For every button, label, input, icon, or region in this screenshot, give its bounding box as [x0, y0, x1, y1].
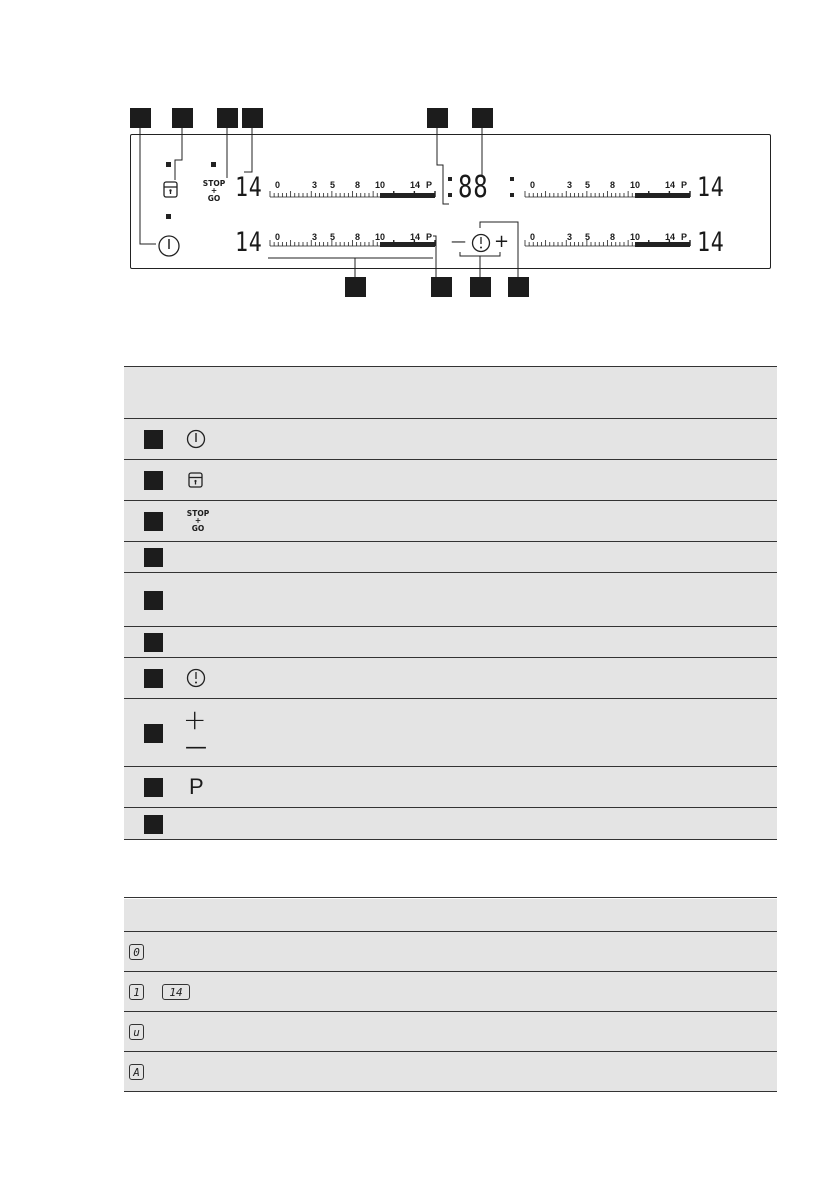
timer-plus-button[interactable]: + [494, 231, 510, 252]
display-row [124, 972, 777, 1011]
display-symbol: A [129, 1064, 144, 1080]
scale-label: 3 [567, 180, 573, 190]
table-row [124, 808, 777, 839]
row-number-box [144, 512, 163, 531]
table-row [124, 460, 777, 500]
row-number-box [144, 669, 163, 688]
scale-label: 8 [355, 180, 361, 190]
table-row [124, 542, 777, 572]
scale-label: 8 [610, 232, 616, 242]
table-header-row [124, 367, 777, 418]
scale-label: 10 [375, 180, 386, 190]
power-level-display: 14 [235, 172, 263, 203]
row-number-box [144, 724, 163, 743]
scale-label: P [681, 232, 688, 242]
minus-icon: — [185, 734, 207, 760]
table-row [124, 658, 777, 698]
p-icon: P [189, 774, 204, 799]
scale-label: 0 [530, 232, 536, 242]
timer-icon [186, 668, 206, 688]
scale-label: 3 [567, 232, 573, 242]
display-row [124, 1052, 777, 1091]
stop-go-button[interactable]: STOP + GO [202, 179, 226, 203]
display-table-header [124, 899, 777, 931]
scale-label: 3 [312, 232, 318, 242]
scale-label: 8 [610, 180, 616, 190]
row-number-box [144, 633, 163, 652]
scale-label: 14 [410, 232, 421, 242]
scale-label: 0 [530, 180, 536, 190]
table-row [124, 419, 777, 459]
scale-label: 10 [630, 180, 641, 190]
stop-go-label: GO [191, 524, 205, 533]
table-row [124, 573, 777, 626]
scale-label: 0 [275, 180, 281, 190]
row-number-box [144, 548, 163, 567]
slider-max-segment [635, 242, 690, 247]
stop-go-label: + [194, 516, 202, 525]
scale-label: 5 [330, 232, 336, 242]
display-row [124, 1012, 777, 1051]
row-number-box [144, 778, 163, 797]
row-number-box [144, 815, 163, 834]
lock-icon [188, 472, 204, 489]
scale-label: P [426, 232, 433, 242]
stop-go-label: STOP [186, 509, 210, 518]
stop-go-icon [184, 509, 212, 533]
scale-label: P [426, 180, 433, 190]
table-row [124, 501, 777, 541]
display-row [124, 932, 777, 971]
power-level-display: 14 [697, 227, 725, 258]
row-number-box [144, 591, 163, 610]
row-number-box [144, 471, 163, 490]
power-icon [186, 429, 206, 449]
timer-minus-button[interactable]: — [451, 232, 466, 250]
scale-label: 5 [585, 232, 591, 242]
scale-label: 5 [330, 180, 336, 190]
table-row [124, 699, 777, 766]
scale-label: 14 [665, 232, 676, 242]
display-symbol: 14 [162, 984, 190, 1000]
scale-label: 14 [665, 180, 676, 190]
display-symbol: u [129, 1024, 144, 1040]
power-sliders[interactable] [0, 0, 839, 270]
power-level-display: 14 [235, 227, 263, 258]
row-rule [124, 1091, 777, 1092]
scale-label: 0 [275, 232, 281, 242]
scale-label: 5 [585, 180, 591, 190]
row-rule [124, 839, 777, 840]
row-number-box [144, 430, 163, 449]
slider-max-segment [380, 193, 435, 198]
power-level-display: 14 [697, 172, 725, 203]
table-row [124, 767, 777, 807]
display-symbol: 0 [129, 944, 144, 960]
scale-label: 10 [630, 232, 641, 242]
slider-max-segment [635, 193, 690, 198]
display-symbol: 1 [129, 984, 144, 1000]
scale-label: 14 [410, 180, 421, 190]
slider-max-segment [380, 242, 435, 247]
scale-label: 3 [312, 180, 318, 190]
scale-label: P [681, 180, 688, 190]
scale-label: 10 [375, 232, 386, 242]
plus-icon: + [183, 702, 207, 736]
timer-display: 88 [458, 170, 489, 205]
table-row [124, 627, 777, 657]
scale-label: 8 [355, 232, 361, 242]
